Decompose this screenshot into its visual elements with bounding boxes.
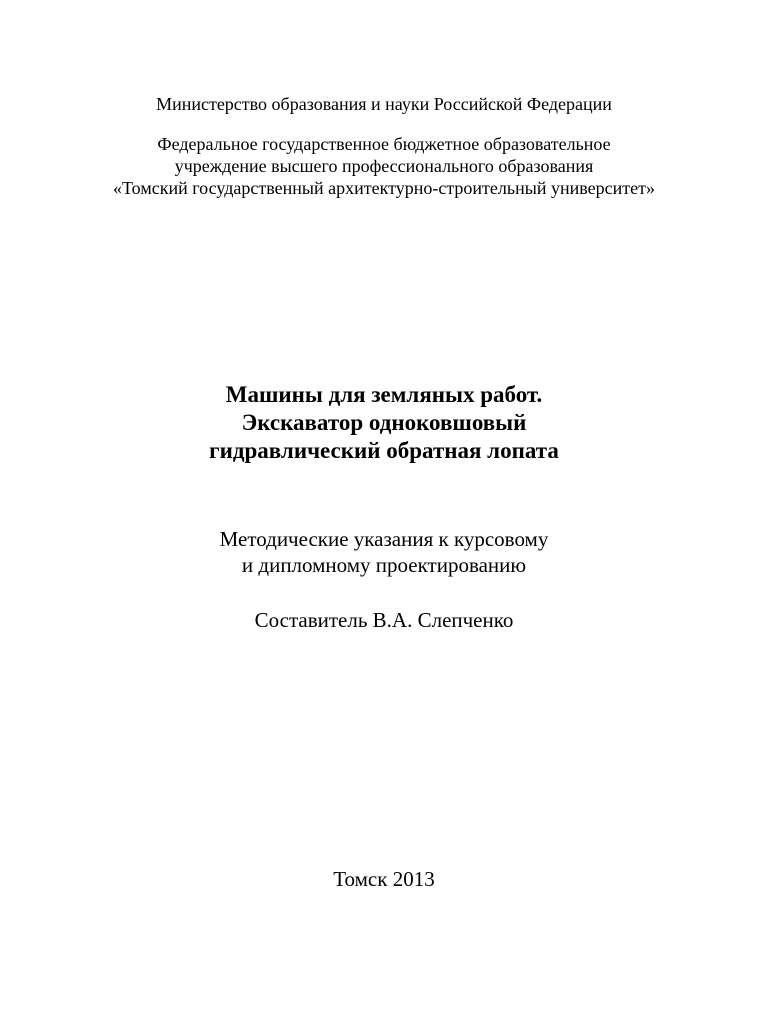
ministry-line: Министерство образования и науки Российской Федерации <box>156 94 612 114</box>
subtitle-line-1: Методические указания к курсовому <box>219 527 549 551</box>
title-line-1: Машины для земляных работ. <box>225 382 543 407</box>
subtitle-line-2: и дипломному проектированию <box>241 553 527 577</box>
institution-line-1: Федеральное государственное бюджетное образовательное <box>157 134 611 154</box>
institution-line-3: «Томский государственный архитектурно-строительный университет» <box>113 178 655 198</box>
city-year: Томск 2013 <box>333 867 435 891</box>
title-line-3: гидравлический обратная лопата <box>209 438 559 463</box>
title-line-2: Экскаватор одноковшовый <box>241 410 527 435</box>
institution-line-2: учреждение высшего профессионального образования <box>174 156 594 176</box>
author-line: Составитель В.А. Слепченко <box>254 608 514 632</box>
